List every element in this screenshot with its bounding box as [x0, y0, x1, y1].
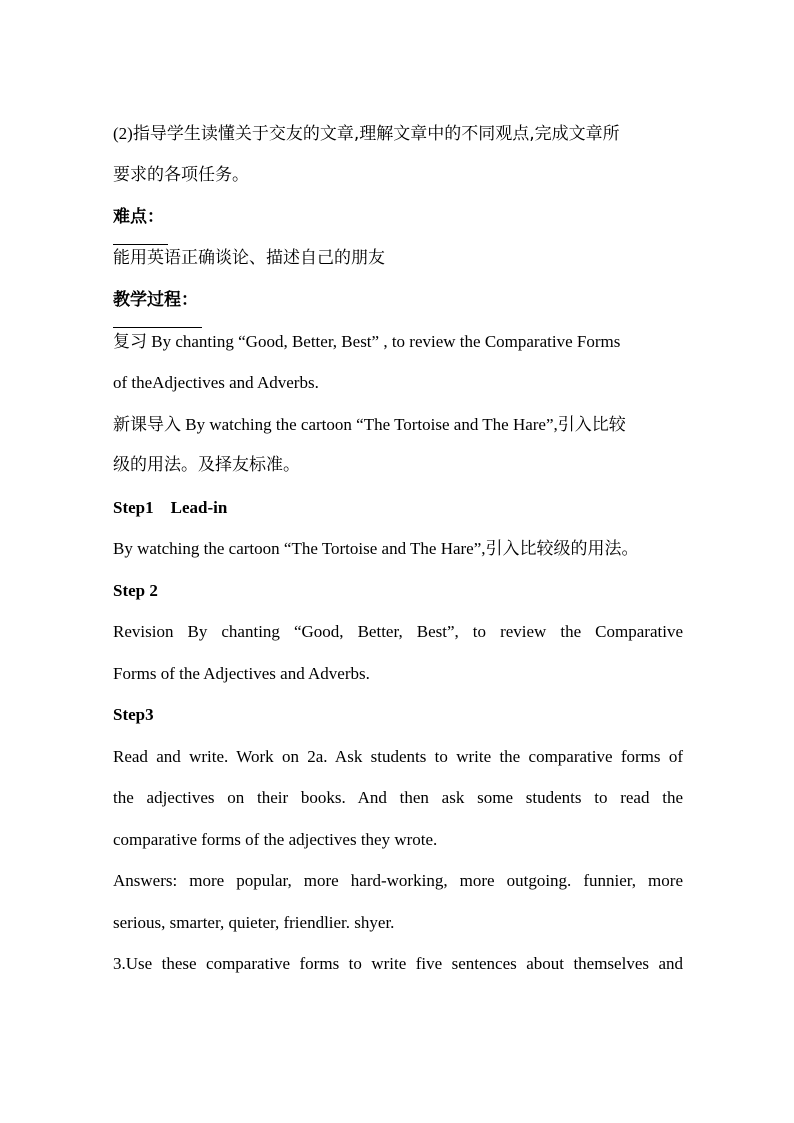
step2-text-line-2: Forms of the Adjectives and Adverbs. [113, 663, 370, 683]
item-number: (2) [113, 124, 133, 143]
step3-text-line-2: the adjectives on their books. And then ask some students to read the [113, 788, 683, 807]
step1-line [113, 487, 683, 529]
objective-text: 指导学生读懂关于交友的文章,理解文章中的不同观点,完成文章所 [132, 124, 620, 144]
document-body [113, 113, 683, 985]
step1-heading: Step1 Lead-in [113, 497, 228, 517]
step2-text-line-1: Revision By chanting “Good, Better, Best”, to review the Comparative [113, 622, 683, 641]
answers-line-2: serious, smarter, quieter, friendlier. shyer. [113, 912, 395, 932]
step1-text-cn: 引入比较级的用法。 [485, 539, 639, 559]
objective-line-1 [113, 113, 683, 155]
difficulty-text: 能用英语正确谈论、描述自己的朋友 [113, 247, 385, 268]
step3-text-line-3: comparative forms of the adjectives they wrote. [113, 829, 438, 849]
process-heading-line [113, 279, 683, 321]
step2-heading: Step 2 [113, 580, 158, 600]
step3-line [113, 694, 683, 736]
step1-text [113, 528, 683, 570]
review-line-2: of theAdjectives and Adverbs. [113, 373, 319, 392]
answers-line-1: Answers: more popular, more hard-working, more outgoing. funnier, more [113, 871, 683, 890]
task-3-line: 3.Use these comparative forms to write five sentences about themselves and [113, 954, 683, 973]
intro-text-cn: 引入比较 [557, 414, 626, 435]
intro-label: 新课导入 [113, 414, 181, 435]
intro-line-2: 级的用法。及择友标准。 [113, 455, 300, 475]
difficulty-heading: 难点： [113, 197, 164, 239]
review-text: By chanting “Good, Better, Best” , to review the Comparative Forms [151, 331, 621, 351]
step3-heading: Step3 [113, 705, 154, 724]
step3-text-line-1: Read and write. Work on 2a. Ask students to write the comparative forms of [113, 746, 683, 766]
objective-line-2: 要求的各项任务。 [113, 164, 249, 185]
difficulty-heading-line [113, 196, 683, 238]
step2-line [113, 570, 683, 612]
step1-text-en: By watching the cartoon “The Tortoise and The Hare”, [113, 539, 486, 558]
process-heading: 教学过程： [113, 280, 198, 322]
review-label: 复习 [113, 331, 147, 352]
intro-line-1 [113, 404, 683, 446]
intro-text: By watching the cartoon “The Tortoise and The Hare”, [185, 414, 558, 434]
